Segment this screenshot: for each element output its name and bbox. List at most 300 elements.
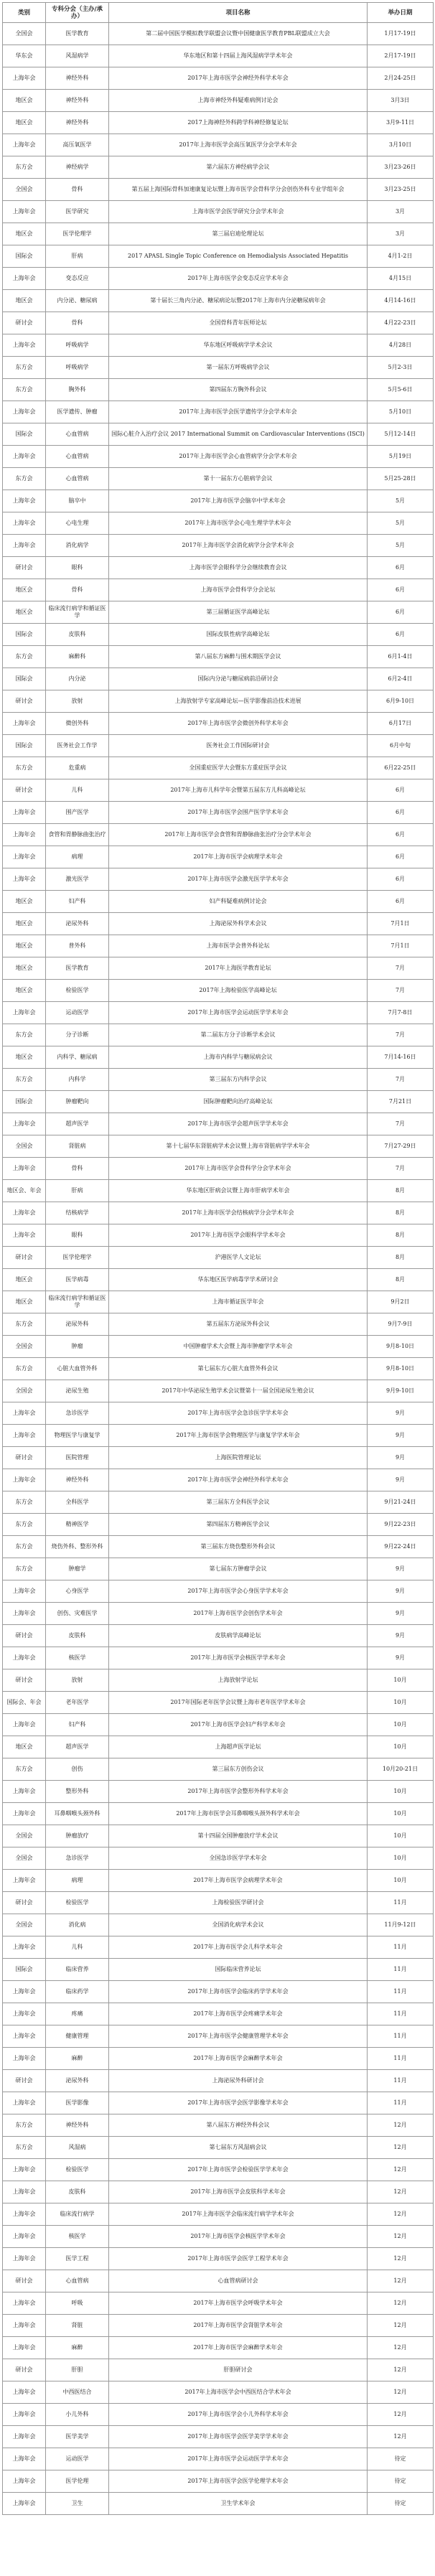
cell-project-name: 第七届东方心脏大血管外科会议	[109, 1358, 368, 1380]
cell-date: 12月	[368, 2181, 434, 2203]
cell-specialty: 胸外科	[46, 379, 109, 401]
cell-date: 12月	[368, 2159, 434, 2181]
cell-specialty: 眼科	[46, 557, 109, 579]
cell-category: 地区会	[3, 1736, 46, 1758]
table-row	[3, 468, 434, 490]
cell-category: 上海年会	[3, 1469, 46, 1491]
cell-project-name: 2017年上海市医学会脑卒中学术年会	[109, 490, 368, 512]
cell-specialty: 临床流行病学和循证医学	[46, 1291, 109, 1313]
cell-project-name: 2017年上海检验医学高峰论坛	[109, 980, 368, 1002]
cell-category: 东方会	[3, 1558, 46, 1580]
cell-date: 10月	[368, 1825, 434, 1847]
cell-date: 6月中旬	[368, 735, 434, 757]
cell-date: 6月	[368, 846, 434, 868]
cell-specialty: 内分泌	[46, 668, 109, 690]
cell-project-name: 全国急诊医学学术年会	[109, 1847, 368, 1870]
table-row	[3, 868, 434, 891]
cell-date: 6月	[368, 868, 434, 891]
cell-date: 12月	[368, 2315, 434, 2337]
cell-specialty: 临床流行病学	[46, 2203, 109, 2226]
cell-category: 上海年会	[3, 1714, 46, 1736]
cell-date: 7月7-8日	[368, 1002, 434, 1024]
header-date: 举办日期	[368, 3, 434, 23]
table-row	[3, 1380, 434, 1402]
cell-specialty: 中西医结合	[46, 2381, 109, 2404]
table-row	[3, 446, 434, 468]
cell-project-name: 2017年国际老年医学会议暨上海市老年医学学术年会	[109, 1692, 368, 1714]
cell-category: 地区会	[3, 112, 46, 134]
cell-category: 上海年会	[3, 2337, 46, 2359]
cell-specialty: 临床流行病学和循证医学	[46, 601, 109, 624]
cell-date: 5月	[368, 512, 434, 535]
cell-date: 12月	[368, 2404, 434, 2426]
cell-date: 9月9-10日	[368, 1380, 434, 1402]
table-row	[3, 1736, 434, 1758]
cell-category: 研讨会	[3, 1447, 46, 1469]
cell-specialty: 全科医学	[46, 1491, 109, 1514]
cell-date: 6月	[368, 579, 434, 601]
cell-date: 11月	[368, 1936, 434, 1959]
cell-project-name: 2017年上海市医学会医学工程学术年会	[109, 2248, 368, 2270]
cell-specialty: 心身医学	[46, 1580, 109, 1603]
cell-category: 上海年会	[3, 2470, 46, 2493]
cell-category: 上海年会	[3, 802, 46, 824]
table-row	[3, 1402, 434, 1425]
cell-project-name: 上海检验医学研讨会	[109, 1892, 368, 1914]
cell-specialty: 肝病	[46, 1180, 109, 1202]
cell-specialty: 呼吸病学	[46, 357, 109, 379]
cell-category: 研讨会	[3, 2270, 46, 2292]
cell-specialty: 骨科	[46, 579, 109, 601]
table-row	[3, 1291, 434, 1313]
table-row	[3, 1202, 434, 1224]
cell-specialty: 运动医学	[46, 1002, 109, 1024]
cell-project-name: 2017年上海市医学会围产医学学术年会	[109, 802, 368, 824]
table-row	[3, 735, 434, 757]
cell-specialty: 卫生	[46, 2493, 109, 2515]
table-row	[3, 1135, 434, 1158]
cell-project-name: 第二届中国医学模拟教学联盟会议暨中国健康医学教育PBL联盟成立大会	[109, 23, 368, 45]
cell-category: 全国会	[3, 1914, 46, 1936]
table-row	[3, 490, 434, 512]
cell-date: 5月	[368, 535, 434, 557]
cell-specialty: 临床营养	[46, 1959, 109, 1981]
table-row	[3, 1981, 434, 2003]
header-category: 类别	[3, 3, 46, 23]
cell-date: 11月	[368, 1959, 434, 1981]
cell-project-name: 华东地区医学病毒学学术研讨会	[109, 1269, 368, 1291]
cell-specialty: 医学伦理学	[46, 223, 109, 245]
cell-specialty: 神经外科	[46, 112, 109, 134]
cell-category: 东方会	[3, 1069, 46, 1091]
table-row	[3, 2070, 434, 2092]
cell-project-name: 2017年上海市医学会临床药学学术年会	[109, 1981, 368, 2003]
cell-specialty: 医学美学	[46, 2426, 109, 2448]
cell-specialty: 医学伦理	[46, 2470, 109, 2493]
cell-category: 东方会	[3, 757, 46, 779]
cell-specialty: 食管和胃静脉曲张治疗	[46, 824, 109, 846]
cell-project-name: 2017年上海市医学会急诊医学学术年会	[109, 1402, 368, 1425]
cell-date: 10月20-21日	[368, 1758, 434, 1781]
table-row	[3, 2048, 434, 2070]
cell-date: 5月10日	[368, 401, 434, 423]
table-row	[3, 423, 434, 446]
cell-specialty: 超声医学	[46, 1736, 109, 1758]
cell-date: 7月14-16日	[368, 1046, 434, 1069]
table-row	[3, 2137, 434, 2159]
cell-date: 11月	[368, 2003, 434, 2025]
cell-category: 东方会	[3, 468, 46, 490]
cell-project-name: 上海市医学会医学研究分会学术年会	[109, 201, 368, 223]
cell-specialty: 泌尿外科	[46, 913, 109, 935]
cell-date: 1月17-19日	[368, 23, 434, 45]
cell-date: 12月	[368, 2359, 434, 2381]
cell-specialty: 结核病学	[46, 1202, 109, 1224]
cell-project-name: 2017年上海市医学会麻醉学术年会	[109, 2337, 368, 2359]
cell-date: 8月	[368, 1224, 434, 1247]
cell-category: 上海年会	[3, 512, 46, 535]
cell-category: 地区会	[3, 891, 46, 913]
cell-date: 8月	[368, 1247, 434, 1269]
cell-specialty: 医学病毒	[46, 1269, 109, 1291]
table-row	[3, 1647, 434, 1669]
cell-project-name: 2017上海神经外科跨学科神经修复论坛	[109, 112, 368, 134]
table-row	[3, 2159, 434, 2181]
cell-specialty: 创伤、灾难医学	[46, 1603, 109, 1625]
cell-specialty: 临床药学	[46, 1981, 109, 2003]
cell-specialty: 肝病	[46, 245, 109, 268]
table-row	[3, 112, 434, 134]
cell-category: 地区会	[3, 935, 46, 957]
cell-date: 7月27-29日	[368, 1135, 434, 1158]
cell-date: 9月	[368, 1603, 434, 1625]
cell-specialty: 心脏大血管外科	[46, 1358, 109, 1380]
cell-project-name: 2017年上海市医学会皮肤科学术年会	[109, 2181, 368, 2203]
cell-date: 待定	[368, 2493, 434, 2515]
cell-project-name: 第十四届全国肿瘤放疗学术会议	[109, 1825, 368, 1847]
cell-category: 上海年会	[3, 2493, 46, 2515]
cell-date: 7月1日	[368, 913, 434, 935]
cell-project-name: 国际心脏介入治疗会议 2017 International Summit on Cardiovascular Interventions (ISCI)	[109, 423, 368, 446]
table-row	[3, 1892, 434, 1914]
cell-project-name: 2017年上海市医学会心电生理学学术年会	[109, 512, 368, 535]
cell-project-name: 2017年上海市医学会中西医结合学术年会	[109, 2381, 368, 2404]
cell-category: 上海年会	[3, 2025, 46, 2048]
cell-date: 2月24-25日	[368, 67, 434, 90]
cell-category: 上海年会	[3, 1580, 46, 1603]
cell-date: 4月1-2日	[368, 245, 434, 268]
cell-specialty: 物理医学与康复学	[46, 1425, 109, 1447]
cell-specialty: 放射	[46, 1669, 109, 1692]
table-row	[3, 1603, 434, 1625]
table-row	[3, 1536, 434, 1558]
cell-date: 7月1日	[368, 935, 434, 957]
cell-category: 东方会	[3, 156, 46, 179]
cell-specialty: 骨科	[46, 1158, 109, 1180]
table-row	[3, 1113, 434, 1135]
cell-project-name: 上海市医学会骨科学分会论坛	[109, 579, 368, 601]
table-row	[3, 601, 434, 624]
cell-specialty: 放射	[46, 690, 109, 713]
cell-category: 上海年会	[3, 446, 46, 468]
cell-project-name: 2017年上海市医学会心血管病学分会学术年会	[109, 446, 368, 468]
table-row	[3, 1914, 434, 1936]
cell-date: 11月	[368, 2092, 434, 2114]
table-row	[3, 156, 434, 179]
cell-project-name: 2017年上海市医学会妇产科学术年会	[109, 1714, 368, 1736]
cell-date: 5月25-28日	[368, 468, 434, 490]
cell-specialty: 风湿病	[46, 2137, 109, 2159]
cell-category: 国际会	[3, 668, 46, 690]
cell-category: 国际会	[3, 245, 46, 268]
cell-category: 全国会	[3, 1336, 46, 1358]
cell-category: 上海年会	[3, 2159, 46, 2181]
cell-project-name: 第八届东方神经外科会议	[109, 2114, 368, 2137]
cell-date: 11月	[368, 2070, 434, 2092]
cell-project-name: 第八届东方麻醉与围术期医学会议	[109, 646, 368, 668]
cell-category: 上海年会	[3, 2181, 46, 2203]
cell-category: 上海年会	[3, 201, 46, 223]
cell-date: 5月19日	[368, 446, 434, 468]
table-row	[3, 268, 434, 290]
cell-category: 上海年会	[3, 1402, 46, 1425]
cell-category: 国际会	[3, 1091, 46, 1113]
cell-category: 上海年会	[3, 1002, 46, 1024]
cell-category: 上海年会	[3, 535, 46, 557]
cell-specialty: 肾脏病	[46, 1135, 109, 1158]
cell-specialty: 泌尿外科	[46, 1313, 109, 1336]
cell-date: 12月	[368, 2292, 434, 2315]
cell-specialty: 呼吸病学	[46, 334, 109, 357]
table-row	[3, 802, 434, 824]
cell-category: 国际会	[3, 735, 46, 757]
cell-category: 上海年会	[3, 2226, 46, 2248]
cell-category: 上海年会	[3, 1870, 46, 1892]
table-row	[3, 1313, 434, 1336]
cell-specialty: 医学影像	[46, 2092, 109, 2114]
table-header-row	[3, 3, 434, 23]
table-row	[3, 45, 434, 67]
cell-date: 9月22-23日	[368, 1514, 434, 1536]
cell-date: 4月14-16日	[368, 290, 434, 312]
cell-date: 7月21日	[368, 1091, 434, 1113]
cell-category: 东方会	[3, 379, 46, 401]
cell-project-name: 皮肤病学高峰论坛	[109, 1625, 368, 1647]
cell-date: 5月12-14日	[368, 423, 434, 446]
cell-project-name: 第三届东方全科医学会议	[109, 1491, 368, 1514]
cell-category: 上海年会	[3, 846, 46, 868]
cell-date: 10月	[368, 1736, 434, 1758]
cell-specialty: 健康管理	[46, 2025, 109, 2048]
cell-project-name: 第七届东方肿瘤学会议	[109, 1558, 368, 1580]
cell-category: 地区会、年会	[3, 1180, 46, 1202]
table-row	[3, 1692, 434, 1714]
table-row	[3, 1514, 434, 1536]
cell-specialty: 儿科	[46, 1936, 109, 1959]
cell-project-name: 第三届循证医学高峰论坛	[109, 601, 368, 624]
cell-project-name: 上海泌尿外科学术会议	[109, 913, 368, 935]
cell-date: 6月	[368, 624, 434, 646]
cell-date: 9月21-24日	[368, 1491, 434, 1514]
cell-specialty: 皮肤科	[46, 1625, 109, 1647]
cell-category: 研讨会	[3, 557, 46, 579]
cell-specialty: 神经外科	[46, 90, 109, 112]
table-row	[3, 67, 434, 90]
cell-category: 上海年会	[3, 268, 46, 290]
table-row	[3, 1491, 434, 1514]
cell-specialty: 肿瘤	[46, 1336, 109, 1358]
cell-specialty: 医学工程	[46, 2248, 109, 2270]
cell-specialty: 麻醉科	[46, 646, 109, 668]
cell-specialty: 激光医学	[46, 868, 109, 891]
table-row	[3, 2359, 434, 2381]
cell-project-name: 心血管病研讨会	[109, 2270, 368, 2292]
cell-date: 4月22-23日	[368, 312, 434, 334]
cell-category: 上海年会	[3, 401, 46, 423]
cell-category: 上海年会	[3, 1603, 46, 1625]
cell-category: 上海年会	[3, 490, 46, 512]
table-row	[3, 1180, 434, 1202]
table-row	[3, 646, 434, 668]
cell-category: 华东会	[3, 45, 46, 67]
cell-category: 国际会、年会	[3, 1692, 46, 1714]
cell-project-name: 医务社会工作国际研讨会	[109, 735, 368, 757]
cell-category: 上海年会	[3, 2381, 46, 2404]
cell-project-name: 上海市内科学与糖尿病会议	[109, 1046, 368, 1069]
table-row	[3, 379, 434, 401]
cell-date: 6月	[368, 601, 434, 624]
table-row	[3, 980, 434, 1002]
cell-date: 3月23-25日	[368, 179, 434, 201]
cell-date: 3月3日	[368, 90, 434, 112]
table-row	[3, 1870, 434, 1892]
cell-project-name: 2017年上海市医学会医学美学学术年会	[109, 2426, 368, 2448]
cell-category: 全国会	[3, 1847, 46, 1870]
cell-project-name: 国际肿瘤靶向治疗高峰论坛	[109, 1091, 368, 1113]
cell-category: 上海年会	[3, 2248, 46, 2270]
cell-date: 7月	[368, 957, 434, 980]
table-row	[3, 1358, 434, 1380]
cell-date: 6月	[368, 802, 434, 824]
cell-specialty: 医务社会工作学	[46, 735, 109, 757]
cell-project-name: 2017年上海市医学会整形外科学术年会	[109, 1781, 368, 1803]
cell-project-name: 妇产科疑难病例讨论会	[109, 891, 368, 913]
cell-category: 研讨会	[3, 1669, 46, 1692]
cell-date: 8月	[368, 1269, 434, 1291]
table-row	[3, 891, 434, 913]
cell-specialty: 眼科	[46, 1224, 109, 1247]
cell-category: 上海年会	[3, 134, 46, 156]
cell-specialty: 皮肤科	[46, 2181, 109, 2203]
cell-category: 东方会	[3, 2137, 46, 2159]
cell-project-name: 中国肿瘤学术大会暨上海市肿瘤学学术年会	[109, 1336, 368, 1358]
cell-category: 国际会	[3, 1959, 46, 1981]
table-row	[3, 1247, 434, 1269]
table-row	[3, 1758, 434, 1781]
cell-date: 5月2-3日	[368, 357, 434, 379]
cell-specialty: 运动医学	[46, 2448, 109, 2470]
cell-project-name: 第三届东方烧伤整形外科会议	[109, 1536, 368, 1558]
cell-project-name: 2017年上海市医学会食管和胃静脉曲张治疗分会学术年会	[109, 824, 368, 846]
table-row	[3, 668, 434, 690]
cell-date: 4月15日	[368, 268, 434, 290]
cell-date: 10月	[368, 1803, 434, 1825]
table-row	[3, 1425, 434, 1447]
cell-project-name: 2017 APASL Single Topic Conference on Hemodialysis Associated Hepatitis	[109, 245, 368, 268]
cell-date: 10月	[368, 1781, 434, 1803]
table-row	[3, 1002, 434, 1024]
cell-date: 11月9-12日	[368, 1914, 434, 1936]
table-row	[3, 579, 434, 601]
table-row	[3, 290, 434, 312]
cell-project-name: 第十一届东方心脏病学会议	[109, 468, 368, 490]
cell-category: 全国会	[3, 179, 46, 201]
table-row	[3, 757, 434, 779]
table-body	[3, 23, 434, 2515]
cell-specialty: 神经病学	[46, 156, 109, 179]
cell-project-name: 2017年中华泌尿生殖学术会议暨第十一届全国泌尿生殖会议	[109, 1380, 368, 1402]
cell-category: 全国会	[3, 1135, 46, 1158]
table-row	[3, 312, 434, 334]
cell-project-name: 第十七届华东肾脏病学术会议暨上海市肾脏病学学术年会	[109, 1135, 368, 1158]
cell-date: 9月	[368, 1469, 434, 1491]
cell-date: 12月	[368, 2203, 434, 2226]
cell-specialty: 检验医学	[46, 980, 109, 1002]
table-row	[3, 624, 434, 646]
cell-category: 研讨会	[3, 312, 46, 334]
cell-category: 东方会	[3, 1358, 46, 1380]
cell-date: 7月	[368, 980, 434, 1002]
cell-project-name: 上海市循证医学年会	[109, 1291, 368, 1313]
table-row	[3, 557, 434, 579]
cell-project-name: 第三届启迪伦理论坛	[109, 223, 368, 245]
cell-project-name: 上海放射学专家高峰论坛—医学影像前沿技术进展	[109, 690, 368, 713]
cell-project-name: 2017年上海市医学会检验医学学术年会	[109, 2159, 368, 2181]
cell-category: 全国会	[3, 1825, 46, 1847]
cell-date: 4月28日	[368, 334, 434, 357]
table-row	[3, 535, 434, 557]
cell-project-name: 国际皮肤性病学高峰论坛	[109, 624, 368, 646]
cell-date: 9月	[368, 1402, 434, 1425]
cell-category: 研讨会	[3, 1625, 46, 1647]
cell-project-name: 2017年上海市医学会肾脏学术年会	[109, 2315, 368, 2337]
cell-project-name: 第十届长三角内分泌、糖尿病论坛暨2017年上海市内分泌糖尿病年会	[109, 290, 368, 312]
cell-specialty: 骨科	[46, 179, 109, 201]
table-row	[3, 1936, 434, 1959]
cell-category: 上海年会	[3, 2404, 46, 2426]
cell-project-name: 2017年上海市医学会呼吸学术年会	[109, 2292, 368, 2315]
table-row	[3, 2493, 434, 2515]
table-row	[3, 690, 434, 713]
cell-category: 东方会	[3, 1024, 46, 1046]
table-row	[3, 1336, 434, 1358]
cell-category: 东方会	[3, 1758, 46, 1781]
table-row	[3, 935, 434, 957]
cell-date: 10月	[368, 1714, 434, 1736]
table-row	[3, 2114, 434, 2137]
table-row	[3, 357, 434, 379]
cell-specialty: 妇产科	[46, 891, 109, 913]
cell-project-name: 2017年上海市医学会临床流行病学学术年会	[109, 2203, 368, 2226]
cell-project-name: 2017年上海市医学会健康管理学术年会	[109, 2025, 368, 2048]
cell-specialty: 检验医学	[46, 1892, 109, 1914]
table-row	[3, 713, 434, 735]
cell-date: 6月	[368, 824, 434, 846]
cell-category: 东方会	[3, 1514, 46, 1536]
cell-category: 上海年会	[3, 2292, 46, 2315]
cell-project-name: 2017年上海市医学会物理医学与康复学学术年会	[109, 1425, 368, 1447]
table-row	[3, 1847, 434, 1870]
